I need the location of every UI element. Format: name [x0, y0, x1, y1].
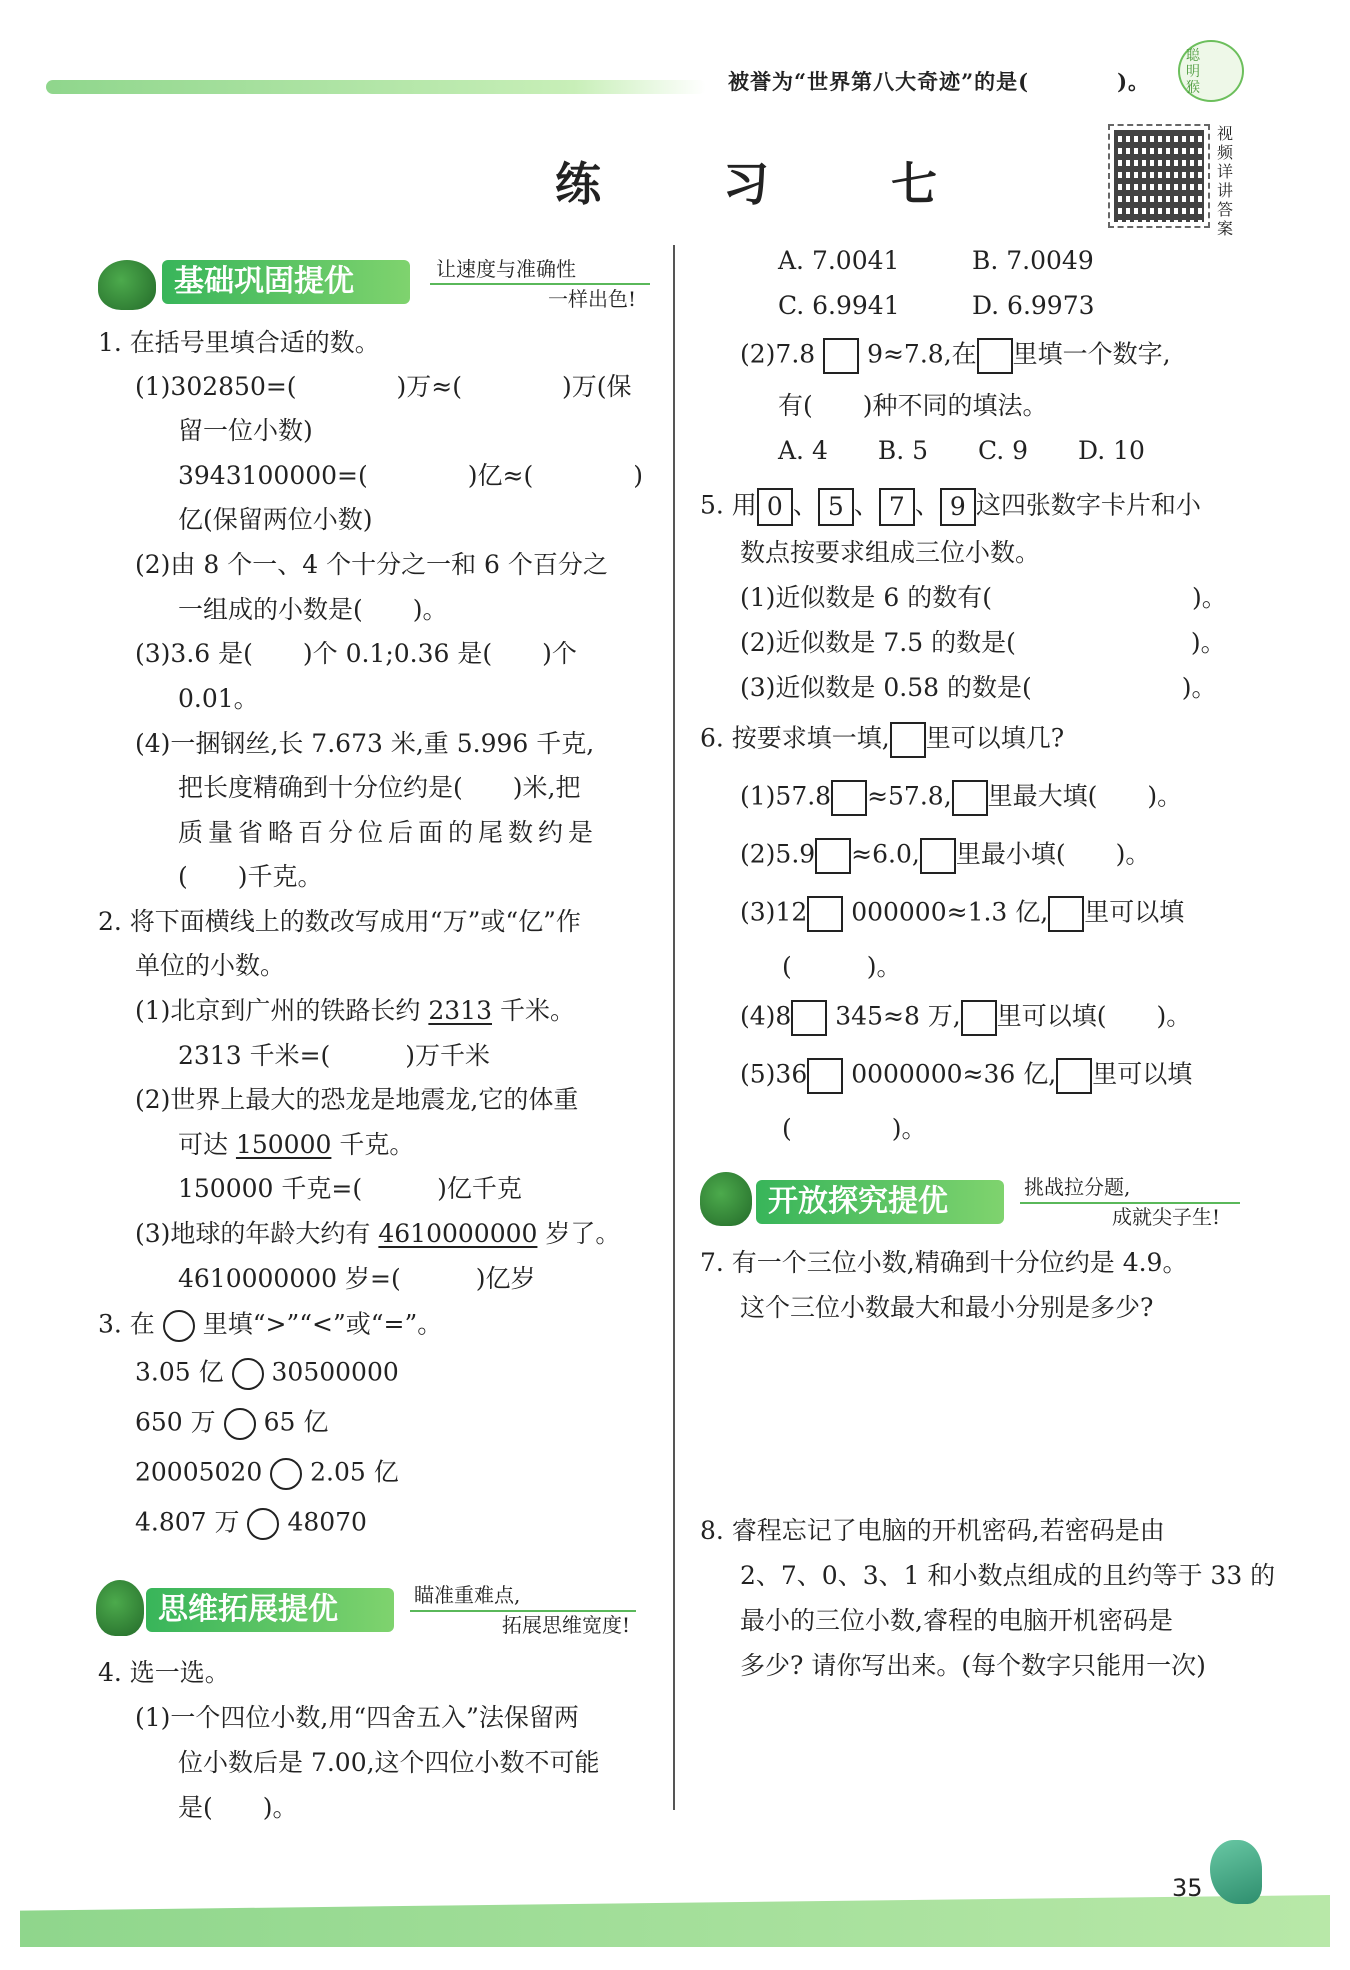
q1-title: 1. 在括号里填合适的数。	[98, 328, 380, 357]
circle-icon	[163, 1310, 195, 1342]
q8-line2: 2、7、0、3、1 和小数点组成的且约等于 33 的	[740, 1561, 1276, 1590]
q1-4-line4: ( )千克。	[178, 862, 323, 891]
q6-5-line1: (5)36 0000000≈36 亿, 里可以填	[740, 1058, 1192, 1094]
section-motto-basic: 让速度与准确性 一样出色!	[436, 257, 636, 311]
q1-2-line1: (2)由 8 个一、4 个十分之一和 6 个百分之	[135, 550, 608, 579]
q5-2: (2)近似数是 7.5 的数是( )。	[740, 628, 1226, 657]
section-motto-open: 挑战拉分题, 成就尖子生!	[1024, 1175, 1220, 1229]
q1-1-line2: 留一位小数)	[178, 416, 313, 445]
q2-1-line2: 2313 千米=( )万千米	[178, 1041, 491, 1070]
q2-2-line2: 可达 150000 千克。	[178, 1130, 415, 1159]
q1-4-line2: 把长度精确到十分位约是( )米,把	[178, 773, 581, 802]
q4-1-option-c: C. 6.9941	[778, 291, 900, 320]
q8-line3: 最小的三位小数,睿程的电脑开机密码是	[740, 1606, 1173, 1635]
answer-box[interactable]	[920, 838, 956, 874]
q8-line4: 多少? 请你写出来。(每个数字只能用一次)	[740, 1651, 1206, 1680]
number-card: 7	[879, 488, 915, 526]
q6-title: 6. 按要求填一填, 里可以填几?	[700, 722, 1064, 758]
header-band	[46, 80, 706, 94]
q1-3-line2: 0.01。	[178, 684, 259, 713]
q2-1-line1: (1)北京到广州的铁路长约 2313 千米。	[135, 996, 575, 1025]
q2-title-line2: 单位的小数。	[135, 951, 286, 980]
answer-box[interactable]	[815, 838, 851, 874]
footer-band	[20, 1895, 1330, 1947]
q4-1-line2: 位小数后是 7.00,这个四位小数不可能	[178, 1748, 600, 1777]
number-card: 0	[757, 488, 793, 526]
number-card: 5	[818, 488, 854, 526]
q6-4: (4)8 345≈8 万, 里可以填( )。	[740, 1000, 1191, 1036]
girl-mascot-icon	[700, 1172, 752, 1226]
q2-3-line2: 4610000000 岁=( )亿岁	[178, 1264, 536, 1293]
q2-2-line1: (2)世界上最大的恐龙是地震龙,它的体重	[135, 1085, 579, 1114]
q1-4-line1: (4)一捆钢丝,长 7.673 米,重 5.996 千克,	[135, 729, 595, 758]
answer-box[interactable]	[977, 338, 1013, 374]
q3-item-3: 20005020 2.05 亿	[135, 1458, 399, 1490]
q5-line2: 数点按要求组成三位小数。	[740, 538, 1041, 567]
qr-label: 视频详讲答案	[1217, 124, 1234, 238]
answer-box[interactable]	[1048, 896, 1084, 932]
answer-box[interactable]	[952, 780, 988, 816]
section-motto-line	[430, 283, 650, 285]
q2-3-line1: (3)地球的年龄大约有 4610000000 岁了。	[135, 1219, 621, 1248]
q1-4-line3: 质量省略百分位后面的尾数约是	[178, 818, 599, 847]
q5-3: (3)近似数是 0.58 的数是( )。	[740, 673, 1217, 702]
section-banner-basic: 基础巩固提优	[162, 260, 410, 304]
skateboard-boy-icon	[98, 260, 156, 310]
q6-1: (1)57.8 ≈57.8, 里最大填( )。	[740, 780, 1182, 816]
compare-circle[interactable]	[247, 1508, 279, 1540]
q5-title: 5. 用 0 、 5 、 7 、 9 这四张数字卡片和小	[700, 488, 1201, 526]
q3-title: 3. 在 里填“>”“<”或“=”。	[98, 1310, 442, 1342]
q4-2-line2: 有( )种不同的填法。	[778, 391, 1048, 420]
q2-title-line1: 2. 将下面横线上的数改写成用“万”或“亿”作	[98, 907, 581, 936]
q6-3-line1: (3)12 000000≈1.3 亿, 里可以填	[740, 896, 1184, 932]
q1-2-line2: 一组成的小数是( )。	[178, 595, 448, 624]
section-banner-thinking: 思维拓展提优	[146, 1588, 394, 1632]
q6-3-line2: ( )。	[782, 952, 902, 981]
compare-circle[interactable]	[232, 1358, 264, 1390]
answer-box[interactable]	[1056, 1058, 1092, 1094]
q4-title: 4. 选一选。	[98, 1658, 230, 1687]
box-icon	[890, 722, 926, 758]
compare-circle[interactable]	[224, 1408, 256, 1440]
q6-5-line2: ( )。	[782, 1114, 927, 1143]
q4-1-option-b: B. 7.0049	[972, 246, 1094, 275]
dolphin-icon	[1210, 1840, 1262, 1904]
q8-line1: 8. 睿程忘记了电脑的开机密码,若密码是由	[700, 1516, 1165, 1545]
monkey-mascot-text: 聪明猴	[1186, 48, 1200, 96]
qr-code-icon[interactable]	[1108, 124, 1210, 228]
q1-1-line4: 亿(保留两位小数)	[178, 505, 373, 534]
q1-1-line1: (1)302850=( )万≈( )万(保	[135, 372, 632, 401]
answer-box[interactable]	[961, 1000, 997, 1036]
q3-item-2: 650 万 65 亿	[135, 1408, 328, 1440]
q4-1-line1: (1)一个四位小数,用“四舍五入”法保留两	[135, 1703, 579, 1732]
page-number: 35	[1172, 1874, 1203, 1902]
q4-2-line1: (2)7.8 9≈7.8,在 里填一个数字,	[740, 338, 1171, 374]
number-card: 9	[940, 488, 976, 526]
header-question: 被誉为“世界第八大奇迹”的是( )。	[728, 69, 1151, 94]
q4-2-options: A. 4 B. 5 C. 9 D. 10	[778, 436, 1145, 465]
compare-circle[interactable]	[270, 1458, 302, 1490]
q1-3-line1: (3)3.6 是( )个 0.1;0.36 是( )个	[135, 639, 577, 668]
section-banner-open: 开放探究提优	[756, 1180, 1004, 1224]
q3-item-1: 3.05 亿 30500000	[135, 1358, 399, 1390]
q2-2-line3: 150000 千克=( )亿千克	[178, 1174, 522, 1203]
section-motto-line	[1020, 1202, 1240, 1204]
answer-box[interactable]	[791, 1000, 827, 1036]
column-divider	[673, 245, 675, 1810]
q5-1: (1)近似数是 6 的数有( )。	[740, 583, 1227, 612]
section-motto-thinking: 瞄准重难点, 拓展思维宽度!	[414, 1583, 630, 1637]
answer-box[interactable]	[807, 896, 843, 932]
section-motto-line	[410, 1610, 636, 1612]
q1-1-line3: 3943100000=( )亿≈( )	[178, 461, 643, 490]
boy-mascot-icon	[96, 1580, 144, 1636]
q6-2: (2)5.9 ≈6.0, 里最小填( )。	[740, 838, 1150, 874]
answer-box[interactable]	[823, 338, 859, 374]
answer-box[interactable]	[807, 1058, 843, 1094]
answer-box[interactable]	[831, 780, 867, 816]
q3-item-4: 4.807 万 48070	[135, 1508, 367, 1540]
q7-line1: 7. 有一个三位小数,精确到十分位约是 4.9。	[700, 1248, 1188, 1277]
q7-line2: 这个三位小数最大和最小分别是多少?	[740, 1293, 1154, 1322]
q4-1-line3: 是( )。	[178, 1793, 298, 1822]
q4-1-option-a: A. 7.0041	[778, 246, 900, 275]
page-title: 练 习 七	[555, 157, 975, 211]
q4-1-option-d: D. 6.9973	[972, 291, 1095, 320]
